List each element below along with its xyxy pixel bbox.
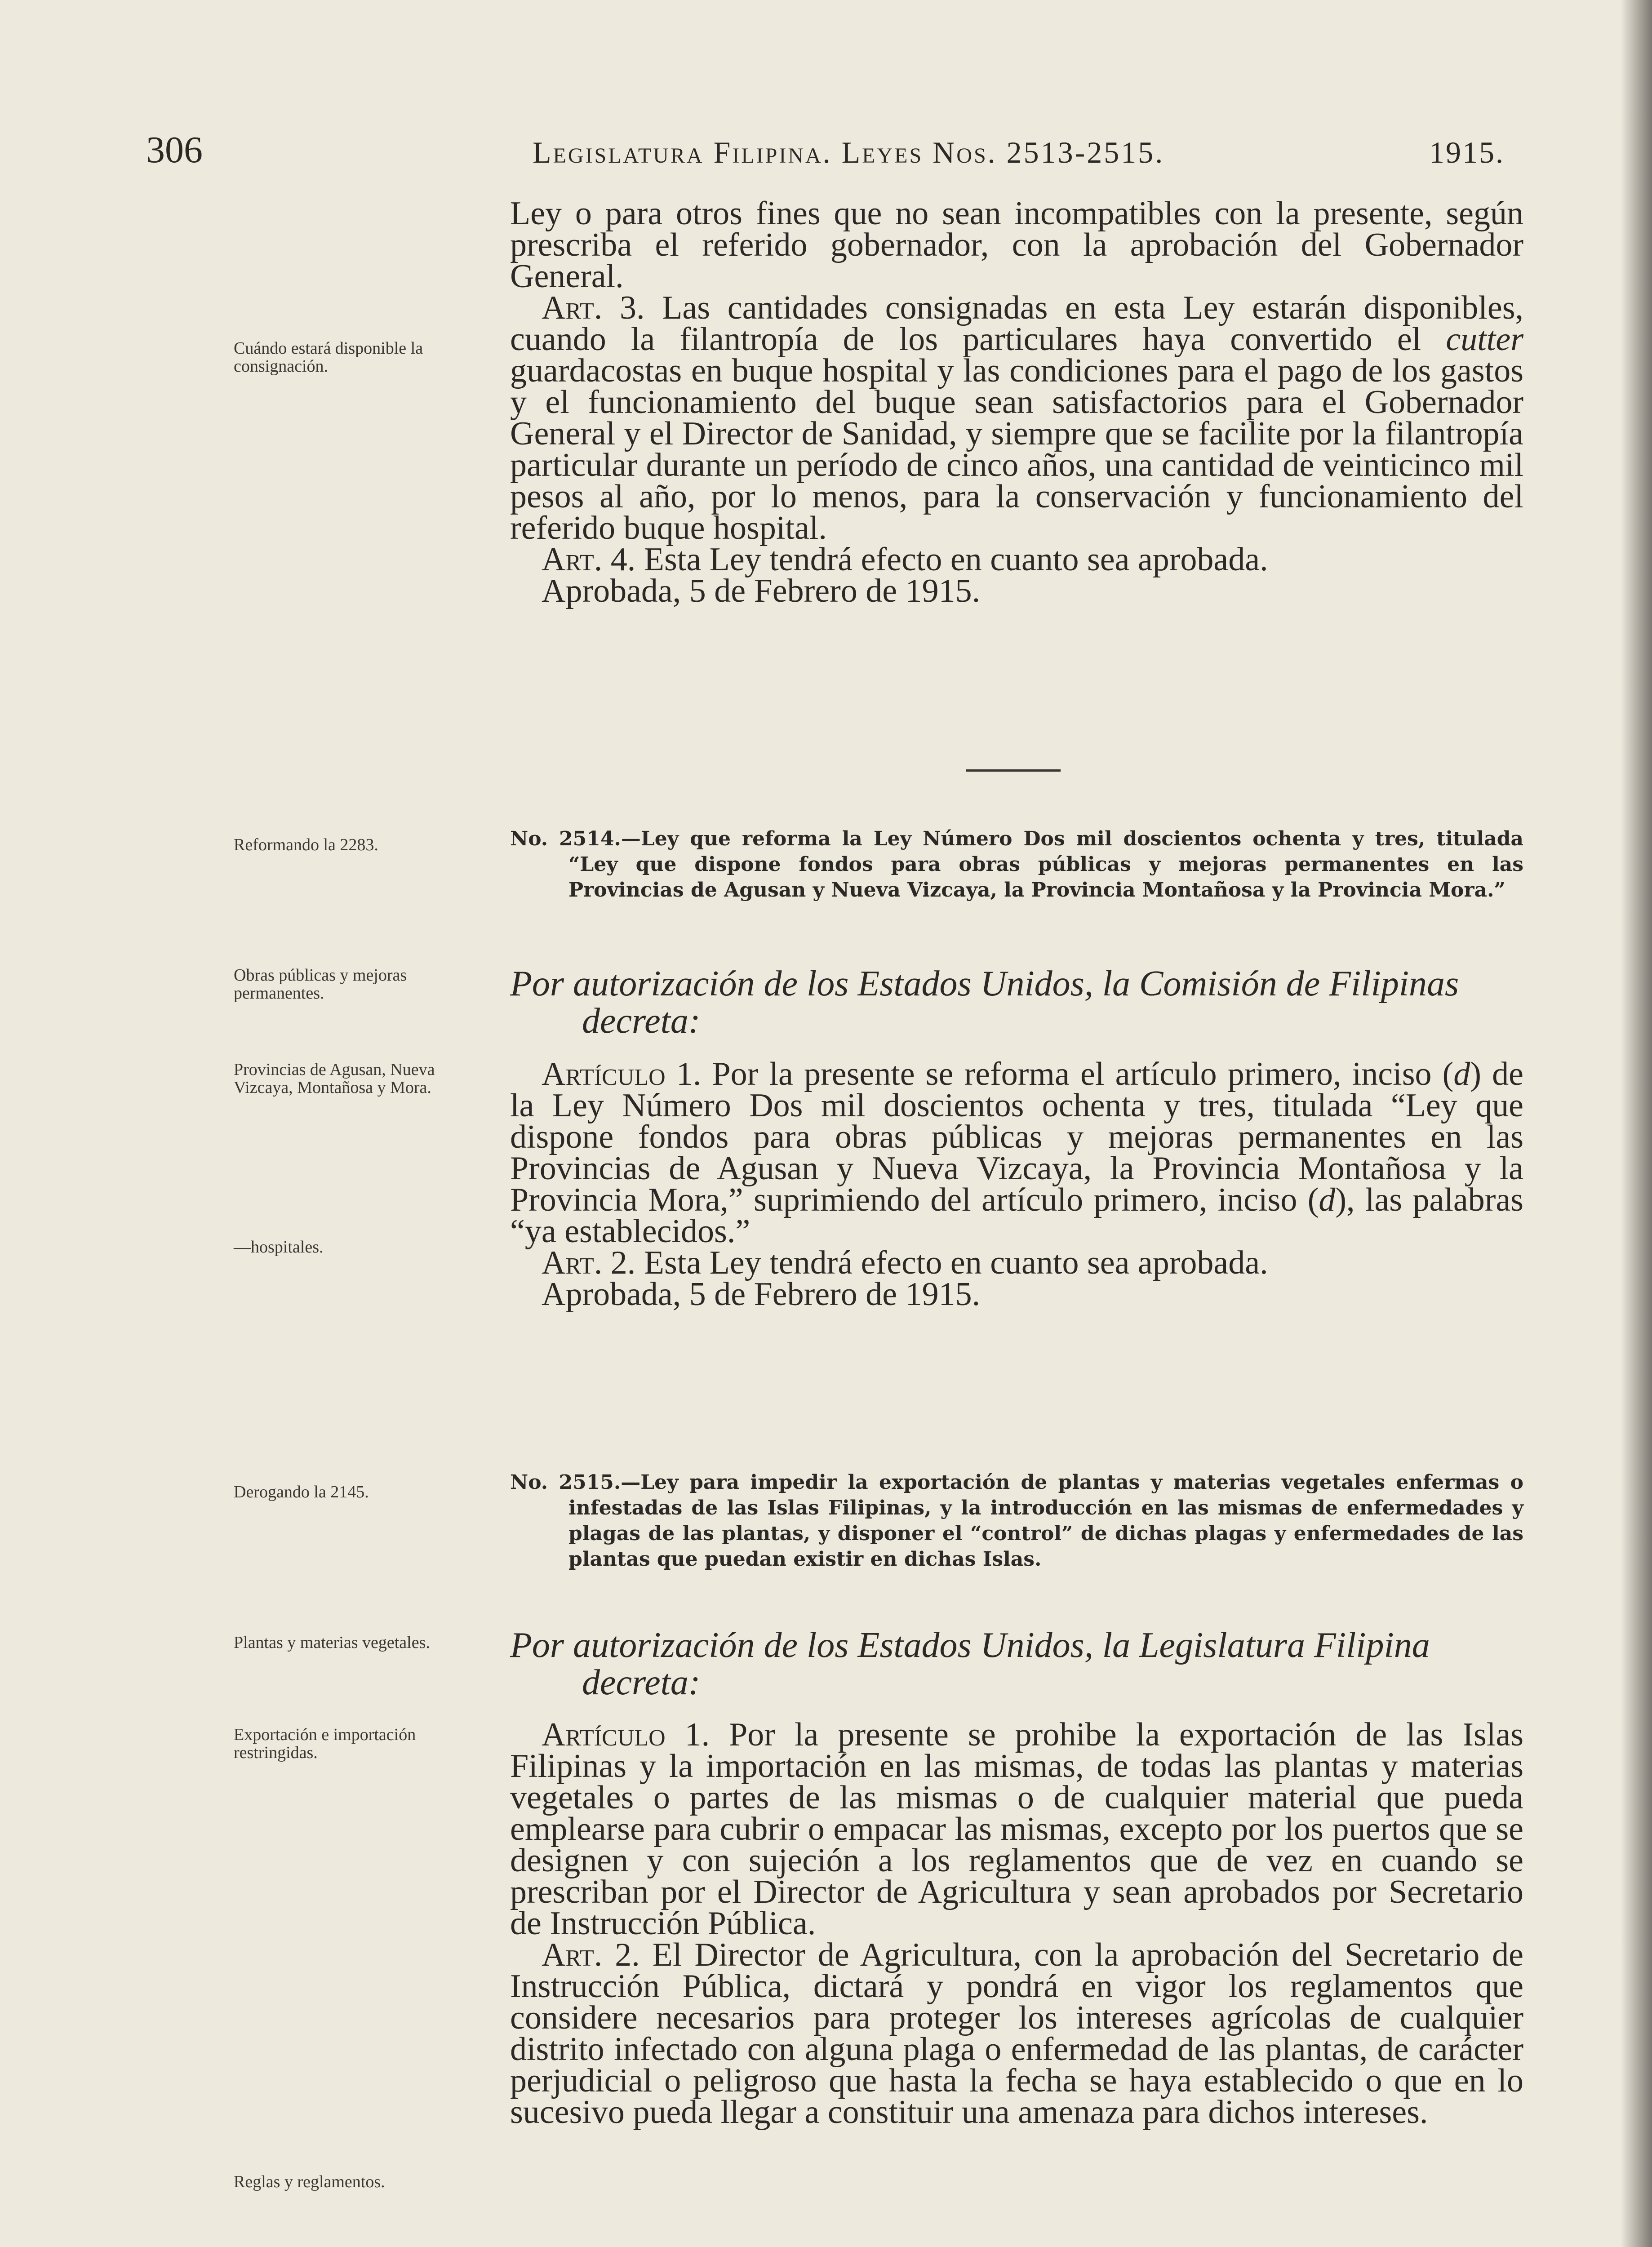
law-2513-art-4 bbox=[510, 541, 1523, 578]
sidenote-plantas: Plantas y materias vegetales. bbox=[234, 1633, 430, 1652]
art-label: Art. 4. bbox=[542, 541, 636, 578]
law-2513-art-3 bbox=[510, 289, 1524, 546]
art-text-italic: d bbox=[1453, 1056, 1470, 1092]
sidenote-obras-publicas: Obras públicas y mejoras permanentes. bbox=[234, 966, 407, 1003]
art-text: ) de la Ley Número Dos mil doscientos ochenta y tres, titulada “Ley que dispone fondos para obras públicas y mejoras permanentes en las Provincias de Agusan y Nueva Vizcaya, la Provincia Montañosa y la Provincia Mora,” suprimiendo del artículo primero, inciso ( bbox=[510, 1056, 1524, 1218]
art-label: Artículo 1. bbox=[542, 1056, 702, 1092]
law-2514-approved: Aprobada, 5 de Febrero de 1915. bbox=[542, 1276, 981, 1313]
art-text: Las cantidades consignadas en esta Ley estarán disponibles, cuando la filantropía de los particulares haya convertido el bbox=[510, 289, 1524, 358]
sidenote-provincias: Provincias de Agusan, Nueva Vizcaya, Montañosa y Mora. bbox=[234, 1060, 435, 1097]
running-head: Legislatura Filipina. Leyes Nos. 2513-2515. bbox=[533, 135, 1165, 169]
art-text: El Director de Agricultura, con la aprobación del Secretario de Instrucción Pública, dictará y pondrá en vigor los reglamentos que considere necesarios para proteger los intereses agrícolas de cualquier distrito infectado con alguna plaga o enfermedad de las plantas, de carácter perjudicial o peligroso que hasta la fecha se haya establecido o que en lo sucesivo pueda llegar a constituir una amenaza para dichos intereses. bbox=[510, 1936, 1524, 2131]
law-2515-art-1 bbox=[510, 1716, 1523, 1942]
art-label: Art. 3. bbox=[542, 289, 645, 326]
art-label: Artículo 1. bbox=[542, 1716, 710, 1753]
sidenote-disponible: Cuándo estará disponible la consignación. bbox=[234, 339, 423, 376]
sidenote-reglas: Reglas y reglamentos. bbox=[234, 2172, 385, 2191]
art-text: Esta Ley tendrá efecto en cuanto sea aprobada. bbox=[644, 541, 1268, 578]
law-2513-continuation: Ley o para otros fines que no sean incompatibles con la presente, según prescriba el referido gobernador, con la aprobación del Gobernador General. bbox=[510, 195, 1523, 295]
art-label: Art. 2. bbox=[542, 1244, 636, 1281]
law-2515-body bbox=[510, 1716, 1524, 2131]
section-divider bbox=[966, 769, 1061, 772]
law-2514-art-2 bbox=[510, 1244, 1523, 1281]
law-2514-title: No. 2514.—Ley que reforma la Ley Número Dos mil doscientos ochenta y tres, titulada “Ley que dispone fondos para obras públicas y mejoras permanentes en las Provincias de Agusan y Nueva Vizcaya, la Provincia Montañosa y la Provincia Mora.” bbox=[510, 827, 1523, 901]
law-2513-approved: Aprobada, 5 de Febrero de 1915. bbox=[542, 573, 981, 609]
page-number: 306 bbox=[146, 129, 203, 171]
law-2513-continuation-block bbox=[510, 195, 1524, 609]
art-text: ), las palabras “ya establecidos.” bbox=[510, 1181, 1523, 1250]
running-head-year: 1915. bbox=[1429, 135, 1505, 169]
law-2514-body bbox=[510, 1056, 1524, 1313]
law-2515-title: No. 2515.—Ley para impedir la exportación de plantas y materias vegetales enfermas o infestadas de las Islas Filipinas, y la introducción en las mismas de enfermedades y plagas de las plantas, y disponer el “control” de dichas plagas y enfermedades de las plantas que puedan existir en dichas Islas. bbox=[510, 1471, 1523, 1571]
sidenote-hospitales: —hospitales. bbox=[234, 1238, 324, 1257]
law-2515-enacting-clause: Por autorización de los Estados Unidos, la Legislatura Filipina decreta: bbox=[510, 1625, 1430, 1702]
sidenote-reformando-2283: Reformando la 2283. bbox=[234, 835, 378, 854]
sidenote-derogando-2145: Derogando la 2145. bbox=[234, 1483, 369, 1501]
law-2514-enacting-clause: Por autorización de los Estados Unidos, la Comisión de Filipinas decreta: bbox=[510, 964, 1459, 1041]
art-label: Art. 2. bbox=[542, 1936, 640, 1973]
art-text-italic: cutter bbox=[1446, 321, 1523, 358]
art-text: Por la presente se reforma el artículo primero, inciso ( bbox=[712, 1056, 1454, 1092]
art-text: guardacostas en buque hospital y las condiciones para el pago de los gastos y el funcionamiento del buque sean satisfactorios para el Gobernador General y el Director de Sanidad, y siempre que se facilite por la filantropía particular durante un período de cinco años, una cantidad de veinticinco mil pesos al año, por lo menos, para la conservación y funcionamiento del referido buque hospital. bbox=[510, 352, 1523, 546]
art-text: Por la presente se prohibe la exportación de las Islas Filipinas y la importación en las mismas, de todas las plantas y materias vegetales o partes de las mismas o de cualquier material que pueda emplearse para cubrir o empacar las mismas, excepto por los puertos que se designen y con sujeción a los reglamentos que de vez en cuando se prescriban por el Director de Agricultura y sean aprobados por Secretario de Instrucción Pública. bbox=[510, 1716, 1523, 1942]
art-text: Esta Ley tendrá efecto en cuanto sea aprobada. bbox=[644, 1244, 1268, 1281]
law-2515-art-2 bbox=[510, 1936, 1524, 2131]
law-2514-art-1 bbox=[510, 1056, 1524, 1250]
sidenote-exportacion: Exportación e importación restringidas. bbox=[234, 1725, 416, 1762]
art-text-italic: d bbox=[1319, 1181, 1336, 1218]
page-edge-shadow bbox=[1621, 0, 1652, 2247]
